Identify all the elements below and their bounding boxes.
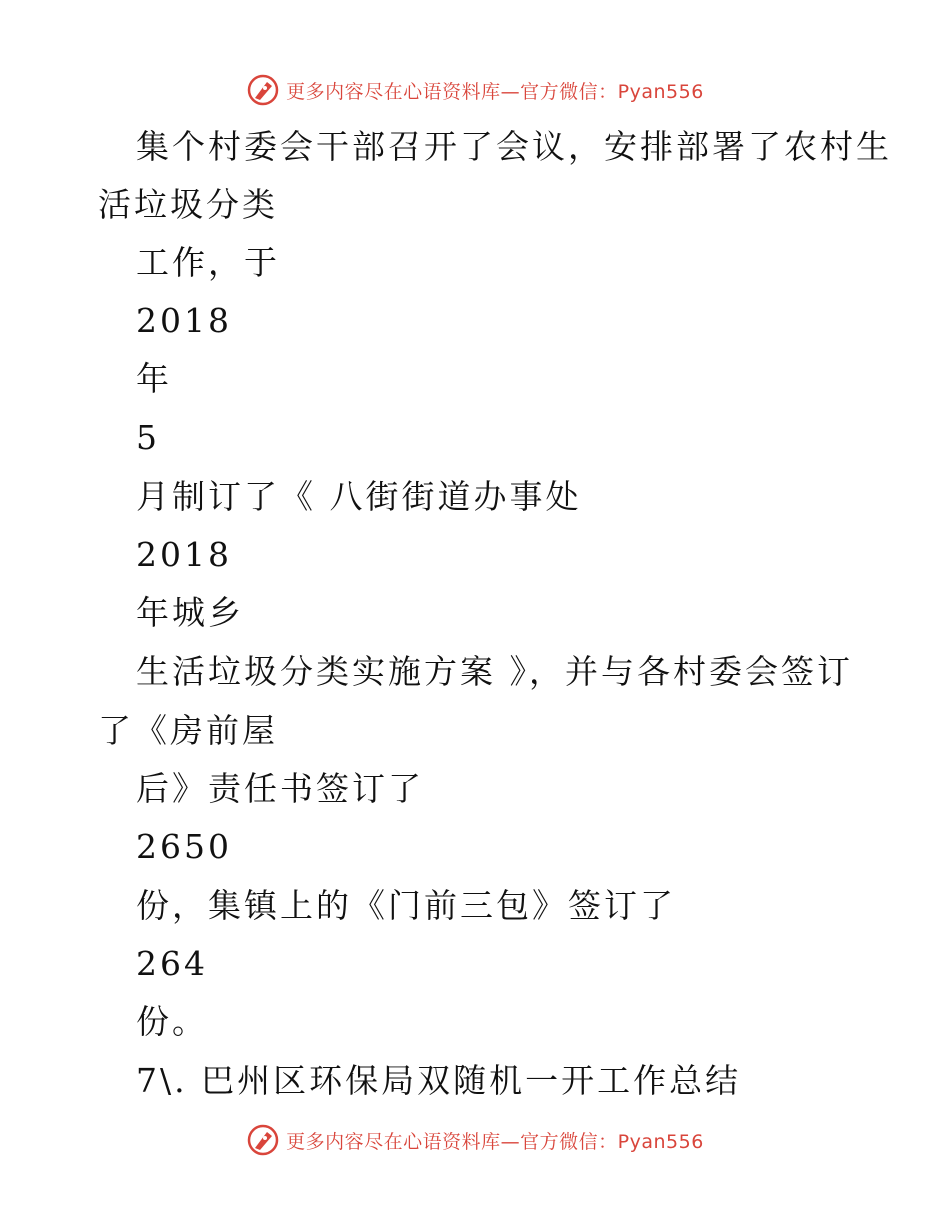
- watermark-text: 更多内容尽在心语资料库—官方微信：Pyan556: [286, 1130, 704, 1153]
- pen-nib-logo-icon: [246, 1123, 280, 1157]
- text-line: 份。: [136, 1002, 208, 1041]
- text-line: 活垃圾分类: [98, 185, 278, 224]
- text-line: 264: [136, 944, 208, 983]
- text-line: 集个村委会干部召开了会议，安排部署了农村生: [136, 127, 892, 166]
- text-line: 月制订了《 八街街道办事处: [136, 477, 582, 516]
- text-line: 生活垃圾分类实施方案 》，并与各村委会签订: [136, 652, 853, 691]
- text-line: 5: [136, 418, 160, 457]
- text-line: 2018: [136, 535, 232, 574]
- text-line: 后》责任书签订了: [136, 769, 424, 808]
- text-line: 份，集镇上的《门前三包》签订了: [136, 886, 676, 925]
- text-line: 2018: [136, 301, 232, 340]
- text-line: 7\. 巴州区环保局双随机一开工作总结: [136, 1061, 742, 1100]
- text-line: 年: [136, 359, 172, 398]
- text-line: 年城乡: [136, 593, 244, 632]
- text-line: 工作，于: [136, 243, 280, 282]
- footer-watermark: [0, 1120, 950, 1160]
- text-line: 了《房前屋: [98, 711, 278, 750]
- text-line: 2650: [136, 827, 232, 866]
- watermark-text: 更多内容尽在心语资料库—官方微信：Pyan556: [286, 80, 704, 103]
